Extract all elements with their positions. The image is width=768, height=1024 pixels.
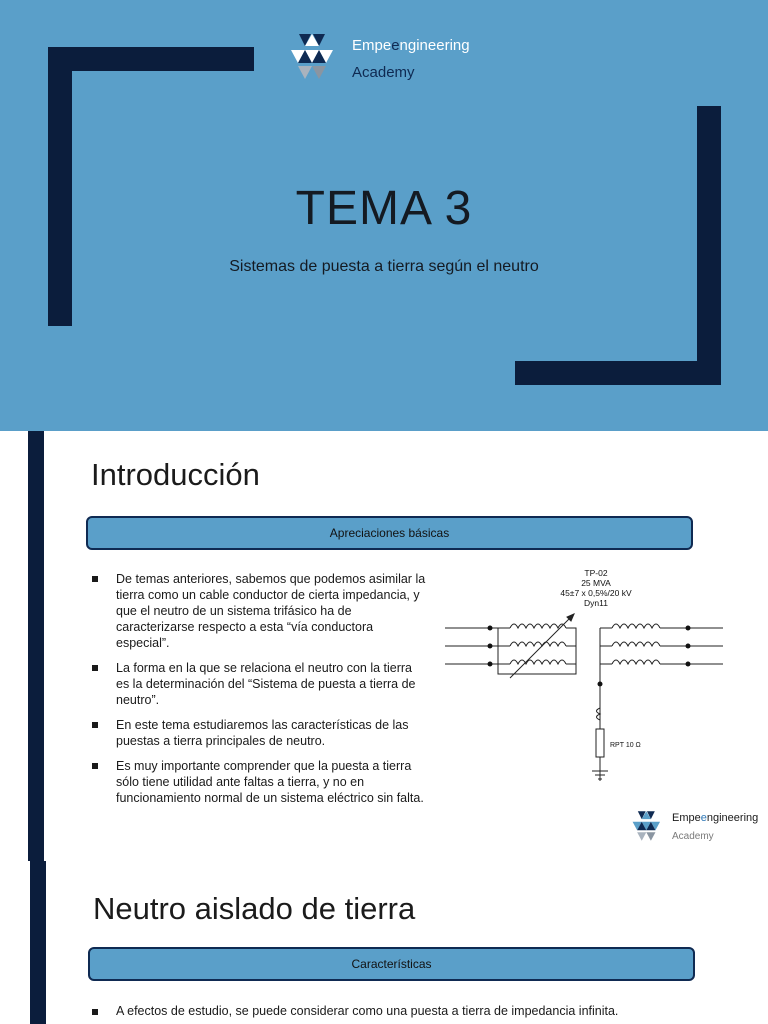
- diagram-label-mva: 25 MVA: [581, 578, 611, 588]
- small-brand-name: Empeengineering: [672, 812, 759, 824]
- empeengineering-logo-icon: [285, 32, 335, 84]
- brand-name: Empeengineering: [352, 37, 470, 54]
- bullet-item: La forma en la que se relaciona el neutro con la tierra es la determinación del “Sistema de puesta a tierra de neutro”.: [92, 660, 427, 708]
- bracket-top-left-horizontal: [48, 47, 254, 71]
- slide-title: TEMA 3: [295, 182, 473, 235]
- title-slide: [0, 0, 768, 431]
- left-accent-bar: [30, 861, 46, 1024]
- section-pill: Apreciaciones básicas: [86, 516, 693, 550]
- diagram-label-resistor: RPT 10 Ω: [610, 742, 641, 749]
- introduction-slide: [0, 431, 768, 861]
- isolated-neutral-slide: [0, 861, 768, 1024]
- brand-academy: Academy: [352, 64, 415, 81]
- empeengineering-small-logo-icon: [628, 810, 662, 844]
- bullet-item: A efectos de estudio, se puede considerar como una puesta a tierra de impedancia infinita.: [92, 1004, 768, 1018]
- diagram-label-tp: TP-02: [584, 568, 608, 578]
- diagram-label-vector: Dyn11: [584, 598, 608, 608]
- bracket-bottom-right-horizontal: [515, 361, 721, 385]
- section-pill: Características: [88, 947, 695, 981]
- diagram-label-ratio: 45±7 x 0,5%/20 kV: [560, 588, 632, 598]
- section-heading: Introducción: [91, 457, 260, 492]
- transformer-diagram: [440, 566, 730, 791]
- slide-subtitle: Sistemas de puesta a tierra según el neutro: [229, 258, 539, 275]
- section-heading: Neutro aislado de tierra: [93, 891, 416, 926]
- small-brand-academy: Academy: [672, 831, 714, 842]
- bullet-list: [92, 571, 427, 815]
- bullet-item: Es muy importante comprender que la puesta a tierra sólo tiene utilidad ante faltas a tierra, y no en funcionamiento normal de un sistema eléctrico sin falta.: [92, 758, 427, 806]
- left-accent-bar: [28, 431, 44, 861]
- bullet-item: En este tema estudiaremos las características de las puestas a tierra principales de neutro.: [92, 717, 427, 749]
- bullet-item: De temas anteriores, sabemos que podemos asimilar la tierra como un cable conductor de cierta impedancia, y que el neutro de un sistema trifásico ha de caracterizarse respecto a esta “vía conductora especial”.: [92, 571, 427, 651]
- bracket-bottom-right-vertical: [697, 106, 721, 385]
